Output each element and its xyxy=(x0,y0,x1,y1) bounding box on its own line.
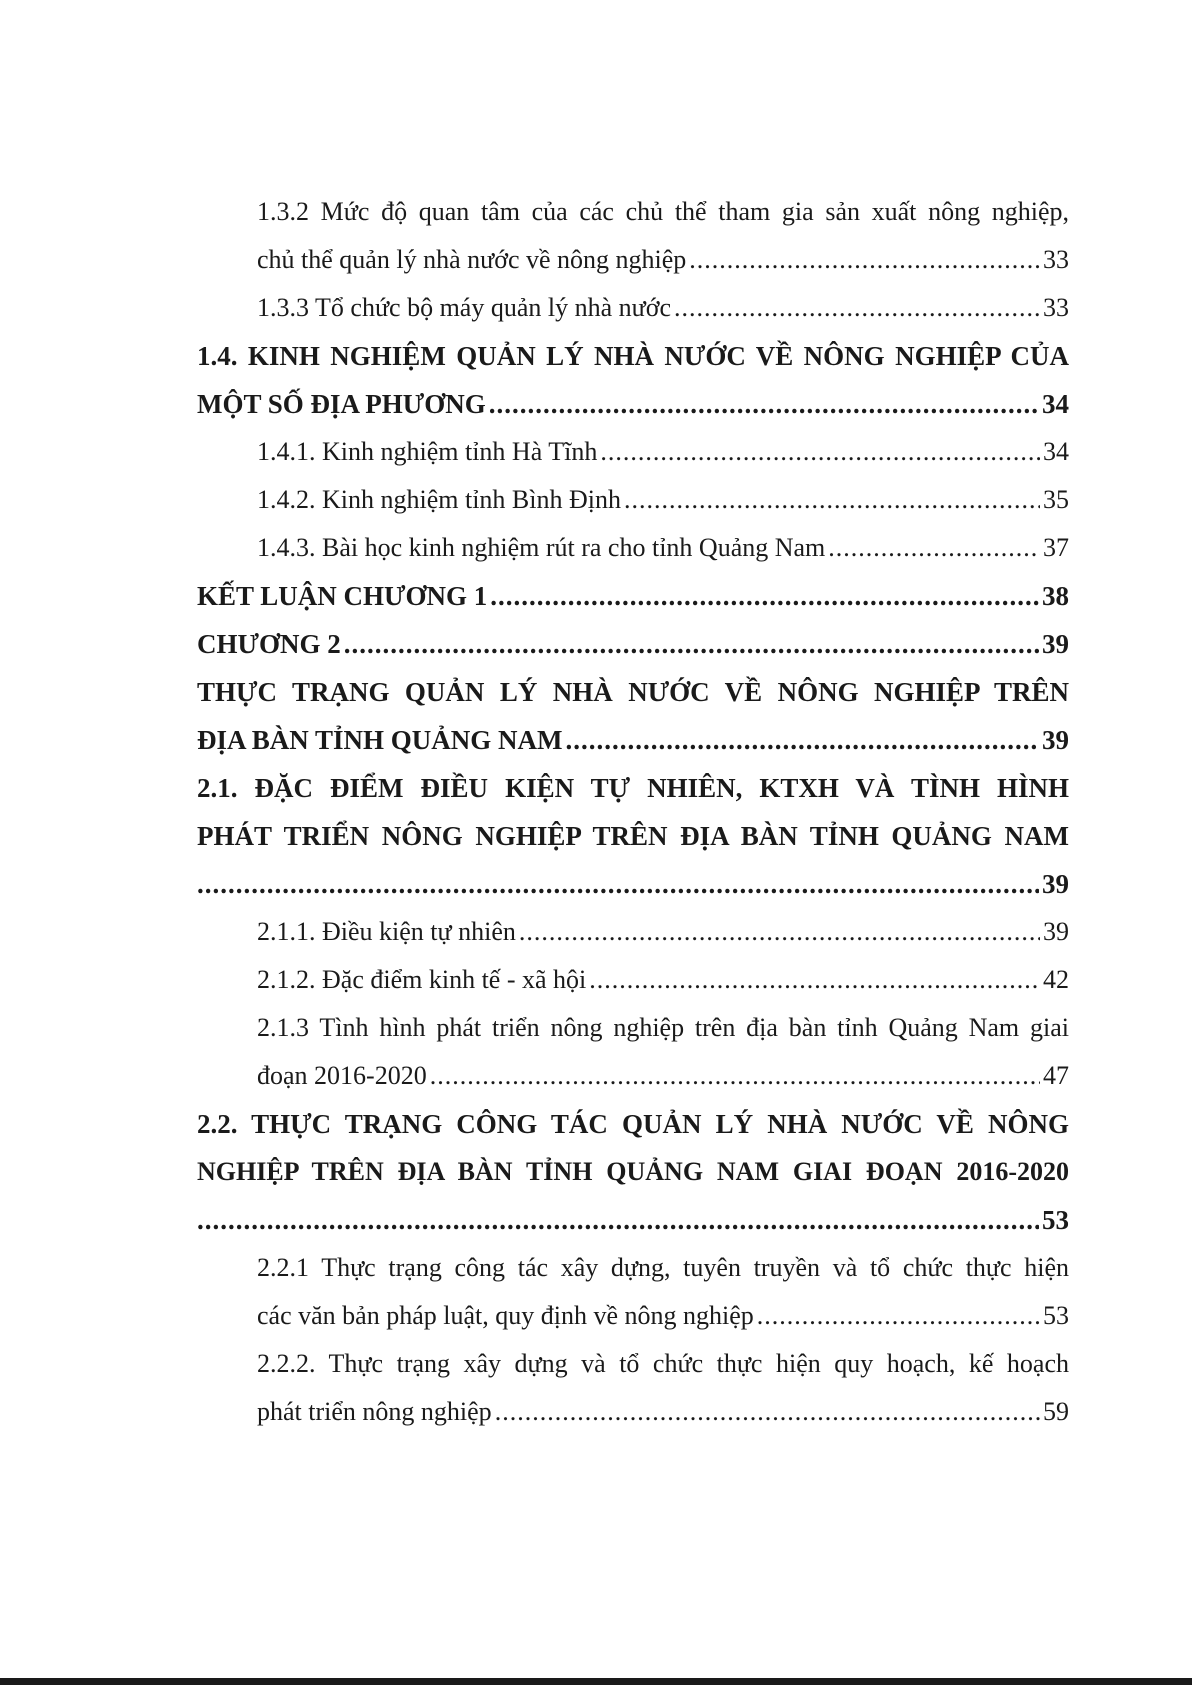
toc-entry-label: 1.4.3. Bài học kinh nghiệm rút ra cho tỉnh Quảng Nam xyxy=(257,533,826,562)
toc-page-number: 33 xyxy=(1043,245,1069,274)
toc-leader-dots xyxy=(430,1052,1040,1100)
toc-leader-dots xyxy=(489,380,1039,428)
toc-entry-label: phát triển nông nghiệp xyxy=(257,1397,492,1426)
toc-leader-dots xyxy=(689,236,1040,284)
toc-leader-dots xyxy=(197,1196,1039,1244)
toc-entry-2-1-2[interactable] xyxy=(197,956,1069,1004)
toc-entry-label: chủ thể quản lý nhà nước về nông nghiệp xyxy=(257,245,687,274)
toc-entry-2-2-1[interactable] xyxy=(197,1292,1069,1340)
toc-page-number: 35 xyxy=(1043,485,1069,514)
toc-leader-dots xyxy=(828,524,1040,572)
toc-entry-label: KẾT LUẬN CHƯƠNG 1 xyxy=(197,581,488,611)
toc-leader-dots xyxy=(589,956,1040,1004)
toc-leader-dots xyxy=(344,620,1039,668)
toc-entry-label: 2.1.1. Điều kiện tự nhiên xyxy=(257,917,516,946)
toc-entry-1-4-1[interactable] xyxy=(197,428,1069,476)
toc-page-number: 39 xyxy=(1042,869,1069,899)
toc-leader-dots xyxy=(197,860,1039,908)
toc-leader-dots xyxy=(600,428,1040,476)
toc-entry-chuong-2[interactable] xyxy=(197,620,1069,668)
toc-entry-2-1-1[interactable] xyxy=(197,908,1069,956)
toc-page-number: 33 xyxy=(1043,293,1069,322)
toc-leader-dots xyxy=(566,716,1039,764)
toc-entry-label: các văn bản pháp luật, quy định về nông nghiệp xyxy=(257,1301,754,1330)
toc-entry-label: 1.4.1. Kinh nghiệm tỉnh Hà Tĩnh xyxy=(257,437,598,466)
toc-entry-2-1-3[interactable] xyxy=(197,1052,1069,1100)
toc-page-number: 53 xyxy=(1043,1301,1069,1330)
toc-leader-dots xyxy=(624,476,1040,524)
toc-entry-1-4[interactable] xyxy=(197,380,1069,428)
toc-entry-label: 1.3.3 Tổ chức bộ máy quản lý nhà nước xyxy=(257,293,672,322)
toc-entry-2-2-1-line1: 2.2.1 Thực trạng công tác xây dựng, tuyên truyền và tổ chức thực hiện xyxy=(257,1253,1069,1282)
toc-entry-2-2-2-line1: 2.2.2. Thực trạng xây dựng và tổ chức thực hiện quy hoạch, kế hoạch xyxy=(257,1349,1069,1378)
toc-page-number: 34 xyxy=(1042,389,1069,419)
toc-leader-dots xyxy=(495,1388,1040,1436)
toc-entry-label: 2.1.2. Đặc điểm kinh tế - xã hội xyxy=(257,965,587,994)
toc-page-number: 53 xyxy=(1042,1205,1069,1235)
toc-entry-1-3-3[interactable] xyxy=(197,284,1069,332)
toc-page-number: 42 xyxy=(1043,965,1069,994)
toc-entry-2-2-line2: NGHIỆP TRÊN ĐỊA BÀN TỈNH QUẢNG NAM GIAI ĐOẠN 2016-2020 xyxy=(197,1157,1069,1186)
toc-leader-dots xyxy=(490,572,1039,620)
toc-entry-2-2-2[interactable] xyxy=(197,1388,1069,1436)
toc-page-number: 38 xyxy=(1042,581,1069,611)
toc-entry-label: CHƯƠNG 2 xyxy=(197,629,341,659)
table-of-contents xyxy=(197,188,1069,1436)
toc-page-number: 47 xyxy=(1043,1061,1069,1090)
toc-entry-2-1[interactable] xyxy=(197,860,1069,908)
toc-page-number: 39 xyxy=(1042,629,1069,659)
toc-entry-label: 1.4.2. Kinh nghiệm tỉnh Bình Định xyxy=(257,485,621,514)
toc-entry-1-3-2[interactable] xyxy=(197,236,1069,284)
toc-entry-ket-luan-chuong-1[interactable] xyxy=(197,572,1069,620)
toc-entry-1-3-2-line1: 1.3.2 Mức độ quan tâm của các chủ thể tham gia sản xuất nông nghiệp, xyxy=(257,197,1069,226)
toc-page-number: 39 xyxy=(1042,725,1069,755)
toc-entry-label: đoạn 2016-2020 xyxy=(257,1061,427,1090)
toc-entry-2-1-3-line1: 2.1.3 Tình hình phát triển nông nghiệp trên địa bàn tỉnh Quảng Nam giai xyxy=(257,1013,1069,1042)
toc-entry-label: ĐỊA BÀN TỈNH QUẢNG NAM xyxy=(197,725,563,755)
toc-page-number: 37 xyxy=(1043,533,1069,562)
toc-entry-1-4-2[interactable] xyxy=(197,476,1069,524)
toc-entry-2-1-line2: PHÁT TRIỂN NÔNG NGHIỆP TRÊN ĐỊA BÀN TỈNH QUẢNG NAM xyxy=(197,821,1069,851)
toc-entry-1-4-3[interactable] xyxy=(197,524,1069,572)
toc-page-number: 59 xyxy=(1043,1397,1069,1426)
page-bottom-edge xyxy=(0,1678,1192,1685)
toc-page-number: 34 xyxy=(1043,437,1069,466)
toc-entry-2-2-line1: 2.2. THỰC TRẠNG CÔNG TÁC QUẢN LÝ NHÀ NƯỚC VỀ NÔNG xyxy=(197,1109,1069,1139)
toc-leader-dots xyxy=(519,908,1040,956)
toc-entry-label: MỘT SỐ ĐỊA PHƯƠNG xyxy=(197,389,486,419)
toc-entry-chuong-2-title[interactable] xyxy=(197,716,1069,764)
toc-entry-chuong-2-title-line1: THỰC TRẠNG QUẢN LÝ NHÀ NƯỚC VỀ NÔNG NGHIỆP TRÊN xyxy=(197,677,1069,707)
toc-entry-1-4-line1: 1.4. KINH NGHIỆM QUẢN LÝ NHÀ NƯỚC VỀ NÔNG NGHIỆP CỦA xyxy=(197,341,1069,371)
toc-leader-dots xyxy=(757,1292,1040,1340)
toc-entry-2-2[interactable] xyxy=(197,1196,1069,1244)
toc-entry-2-1-line1: 2.1. ĐẶC ĐIỂM ĐIỀU KIỆN TỰ NHIÊN, KTXH VÀ TÌNH HÌNH xyxy=(197,773,1069,803)
toc-page-number: 39 xyxy=(1043,917,1069,946)
toc-leader-dots xyxy=(674,284,1040,332)
